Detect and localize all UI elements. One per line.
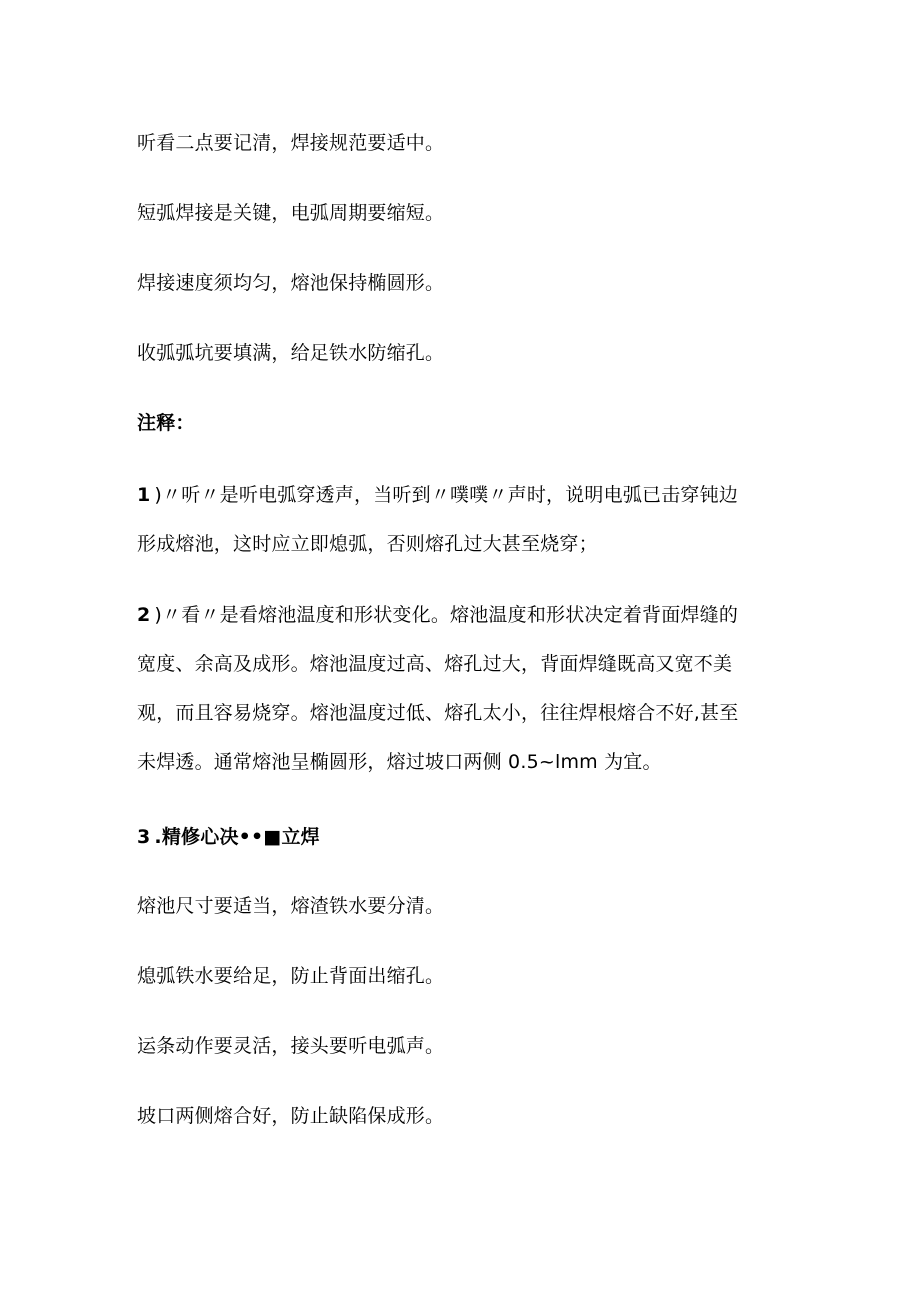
note-2-number: 2	[137, 604, 151, 626]
notes-heading: 注释：	[137, 412, 195, 434]
section-3-heading	[137, 825, 320, 849]
note-2-line: 宽度、余高及成形。熔池温度过高、熔孔过大，背面焊缝既高又宽不美	[137, 653, 733, 675]
verse-line: 短弧焊接是关键，电弧周期要缩短。	[137, 202, 445, 224]
note-1-number: 1	[137, 484, 151, 506]
note-2-line: 观，而且容易烧穿。熔池温度过低、熔孔太小，往往焊根熔合不好,甚至	[137, 702, 739, 724]
section-3-title: .精修心决••■立焊	[154, 826, 320, 848]
verse-line: 听看二点要记清，焊接规范要适中。	[137, 132, 445, 154]
verse-line: 熔池尺寸要适当，熔渣铁水要分清。	[137, 895, 445, 917]
note-2-text: )〃看〃是看熔池温度和形状变化。熔池温度和形状决定着背面焊缝的	[154, 604, 739, 626]
section-3-number: 3	[137, 826, 151, 848]
verse-line: 收弧弧坑要填满，给足铁水防缩孔。	[137, 342, 445, 364]
note-1-line	[137, 483, 738, 507]
verse-line: 熄弧铁水要给足，防止背面出缩孔。	[137, 965, 445, 987]
note-1-line: 形成熔池，这时应立即熄弧，否则熔孔过大甚至烧穿；	[137, 533, 598, 555]
note-1-text: )〃听〃是听电弧穿透声，当听到〃噗噗〃声时，说明电弧已击穿钝边	[154, 484, 739, 506]
note-2-line	[137, 603, 738, 627]
verse-line: 焊接速度须均匀，熔池保持椭圆形。	[137, 272, 445, 294]
note-2-line: 未焊透。通常熔池呈椭圆形，熔过坡口两侧 0.5~lmm 为宜。	[137, 751, 662, 773]
verse-line: 坡口两侧熔合好，防止缺陷保成形。	[137, 1105, 445, 1127]
verse-line: 运条动作要灵活，接头要听电弧声。	[137, 1035, 445, 1057]
